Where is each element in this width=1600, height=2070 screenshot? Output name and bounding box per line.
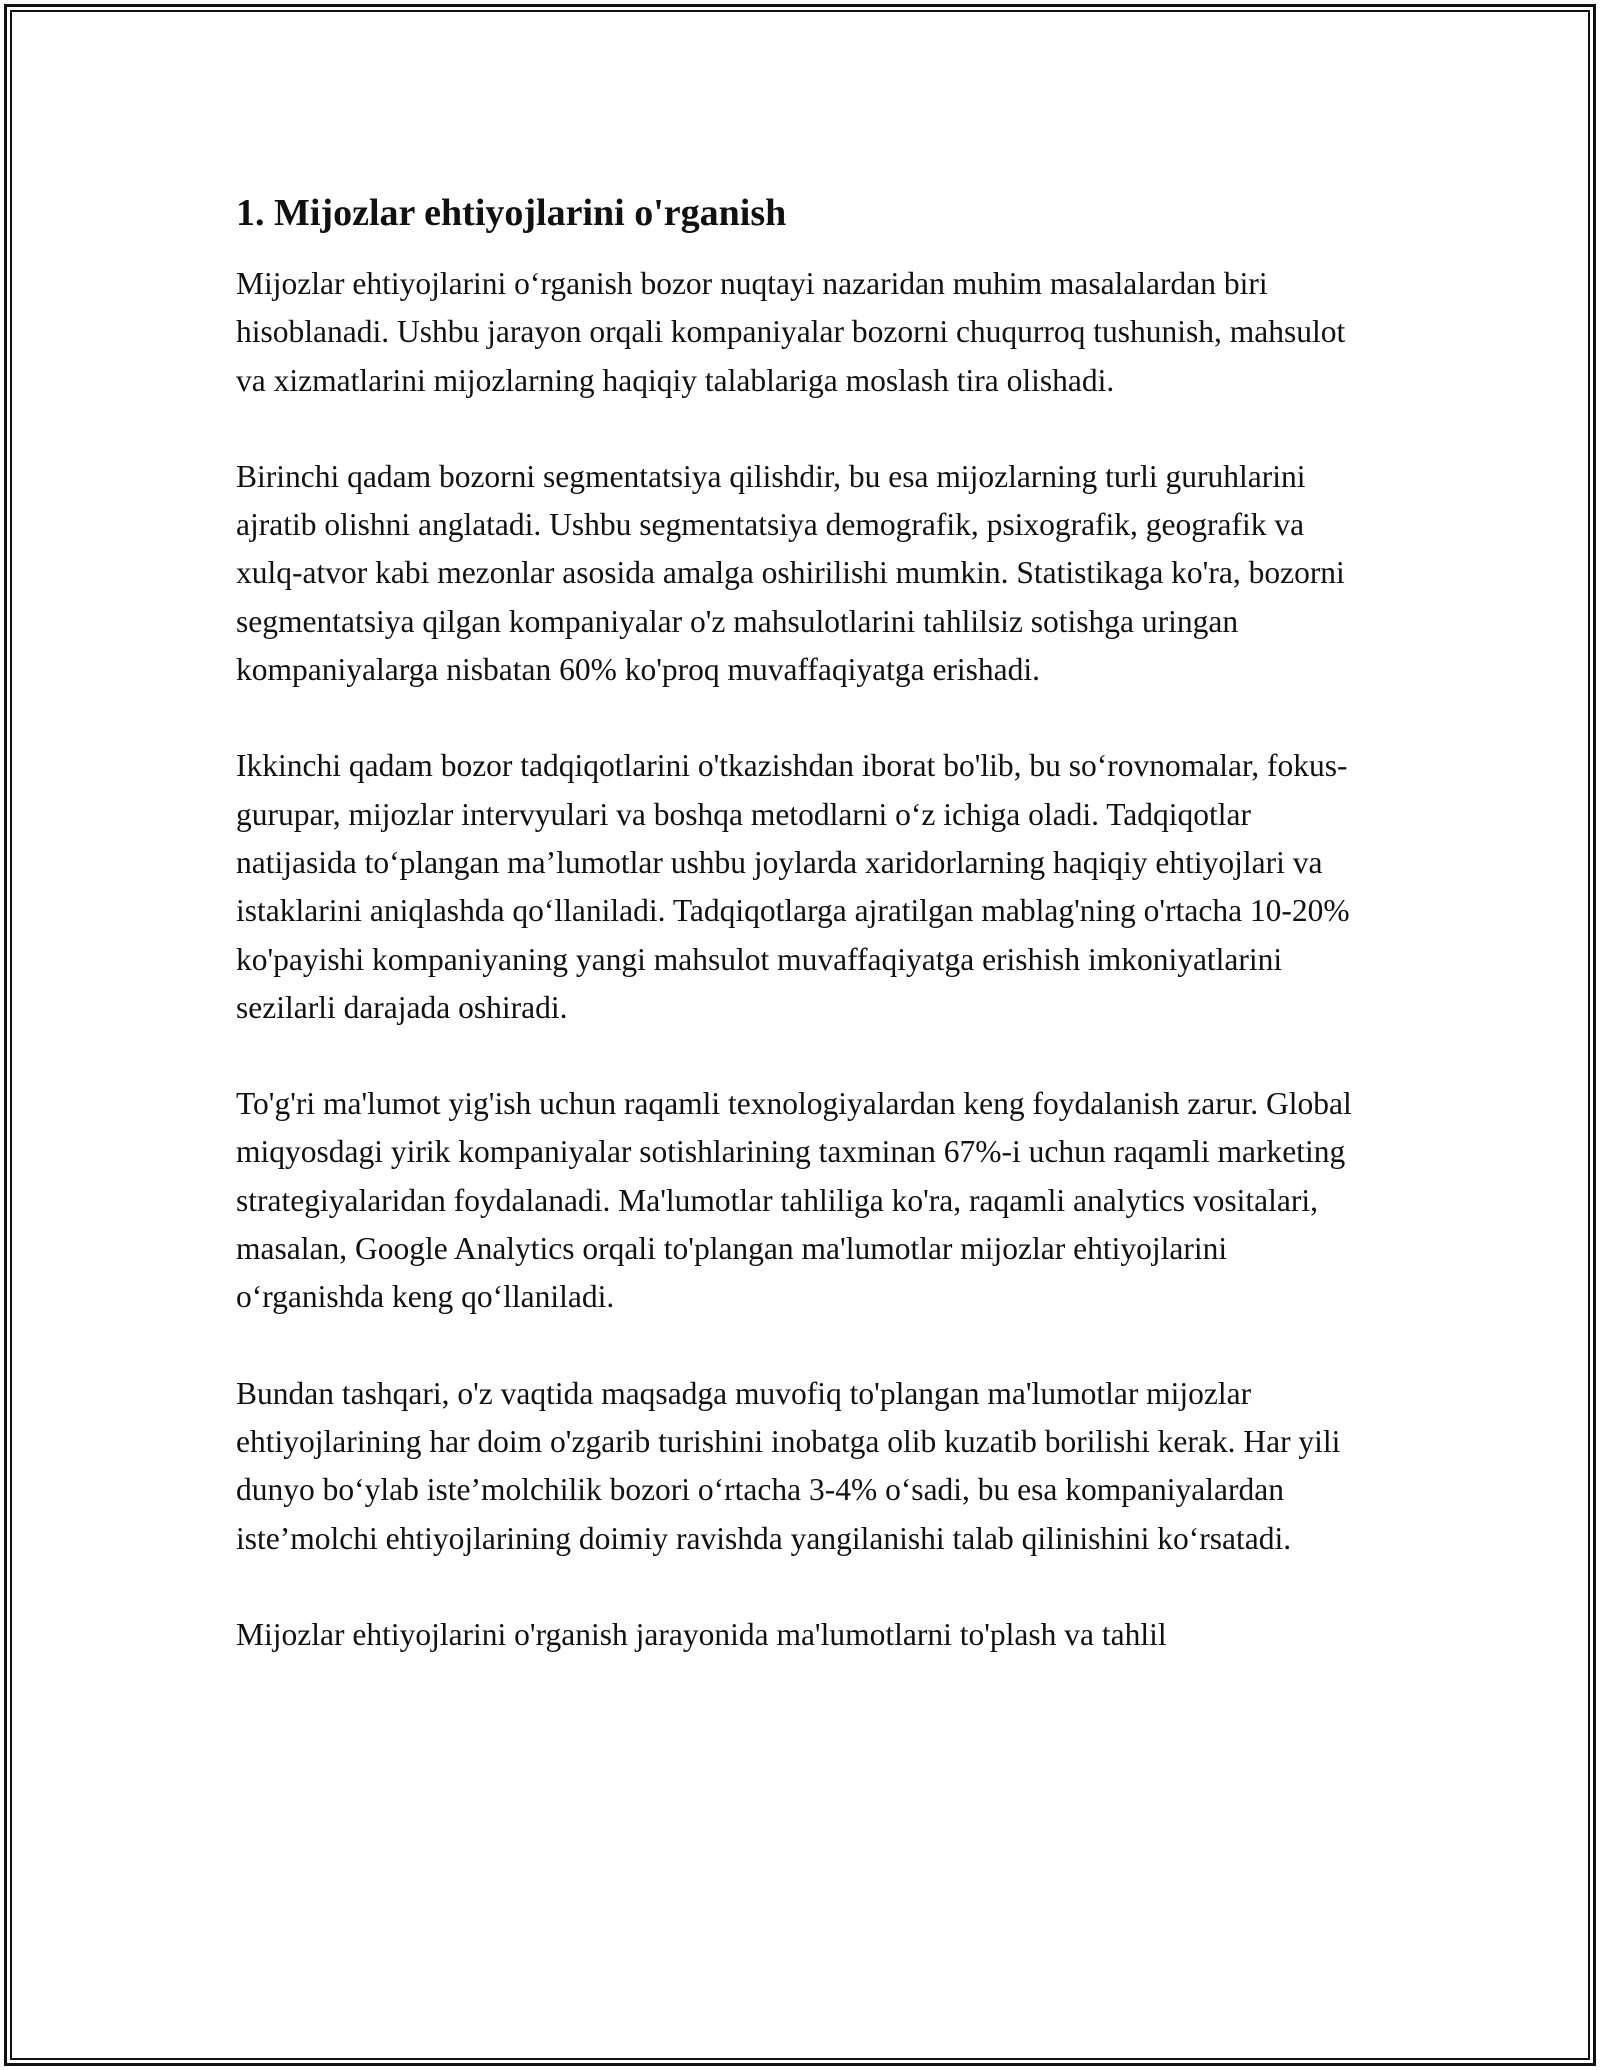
paragraph: Ikkinchi qadam bozor tadqiqotlarini o'tkazishdan iborat bo'lib, bu soʻrovnomalar, fokus-gurupar, mijozlar intervyulari va boshqa metodlarni oʻz ichiga oladi. Tadqiqotlar natijasida toʻplangan maʼlumotlar ushbu joylarda xaridorlarning haqiqiy ehtiyojlari va istaklarini aniqlashda qoʻllaniladi. Tadqiqotlarga ajratilgan mablag'ning o'rtacha 10-20% ko'payishi kompaniyaning yangi mahsulot muvaffaqiyatga erishish imkoniyatlarini sezilarli darajada oshiradi. <box>236 748 1350 1025</box>
paragraph: Mijozlar ehtiyojlarini o'rganish jarayonida ma'lumotlarni to'plash va tahlil <box>236 1616 1167 1652</box>
paragraph: Birinchi qadam bozorni segmentatsiya qilishdir, bu esa mijozlarning turli guruhlarini ajratib olishni anglatadi. Ushbu segmentatsiya demografik, psixografik, geografik va xulq-atvor kabi mezonlar asosida amalga oshirilishi mumkin. Statistikaga ko'ra, bozorni segmentatsiya qilgan kompaniyalar o'z mahsulotlarini tahlilsiz sotishga uringan kompaniyalarga nisbatan 60% ko'proq muvaffaqiyatga erishadi. <box>236 458 1345 688</box>
paragraph: Mijozlar ehtiyojlarini oʻrganish bozor nuqtayi nazaridan muhim masalalardan biri hisoblanadi. Ushbu jarayon orqali kompaniyalar bozorni chuqurroq tushunish, mahsulot va xizmatlarini mijozlarning haqiqiy talablariga moslash tira olishadi. <box>236 266 1346 398</box>
section-heading: 1. Mijozlar ehtiyojlarini o'rganish <box>236 192 787 234</box>
paragraph: To'g'ri ma'lumot yig'ish uchun raqamli texnologiyalardan keng foydalanish zarur. Global miqyosdagi yirik kompaniyalar sotishlarining taxminan 67%-i uchun raqamli marketing strategiyalaridan foydalanadi. Ma'lumotlar tahliliga ko'ra, raqamli analytics vositalari, masalan, Google Analytics orqali to'plangan ma'lumotlar mijozlar ehtiyojlarini oʻrganishda keng qoʻllaniladi. <box>236 1086 1352 1315</box>
paragraph: Bundan tashqari, o'z vaqtida maqsadga muvofiq to'plangan ma'lumotlar mijozlar ehtiyojlarining har doim o'zgarib turishini inobatga olib kuzatib borilishi kerak. Har yili dunyo boʻylab isteʼmolchilik bozori oʻrtacha 3-4% oʻsadi, bu esa kompaniyalardan isteʼmolchi ehtiyojlarining doimiy ravishda yangilanishi talab qilinishini koʻrsatadi. <box>236 1375 1341 1556</box>
document-body <box>236 188 1376 1659</box>
